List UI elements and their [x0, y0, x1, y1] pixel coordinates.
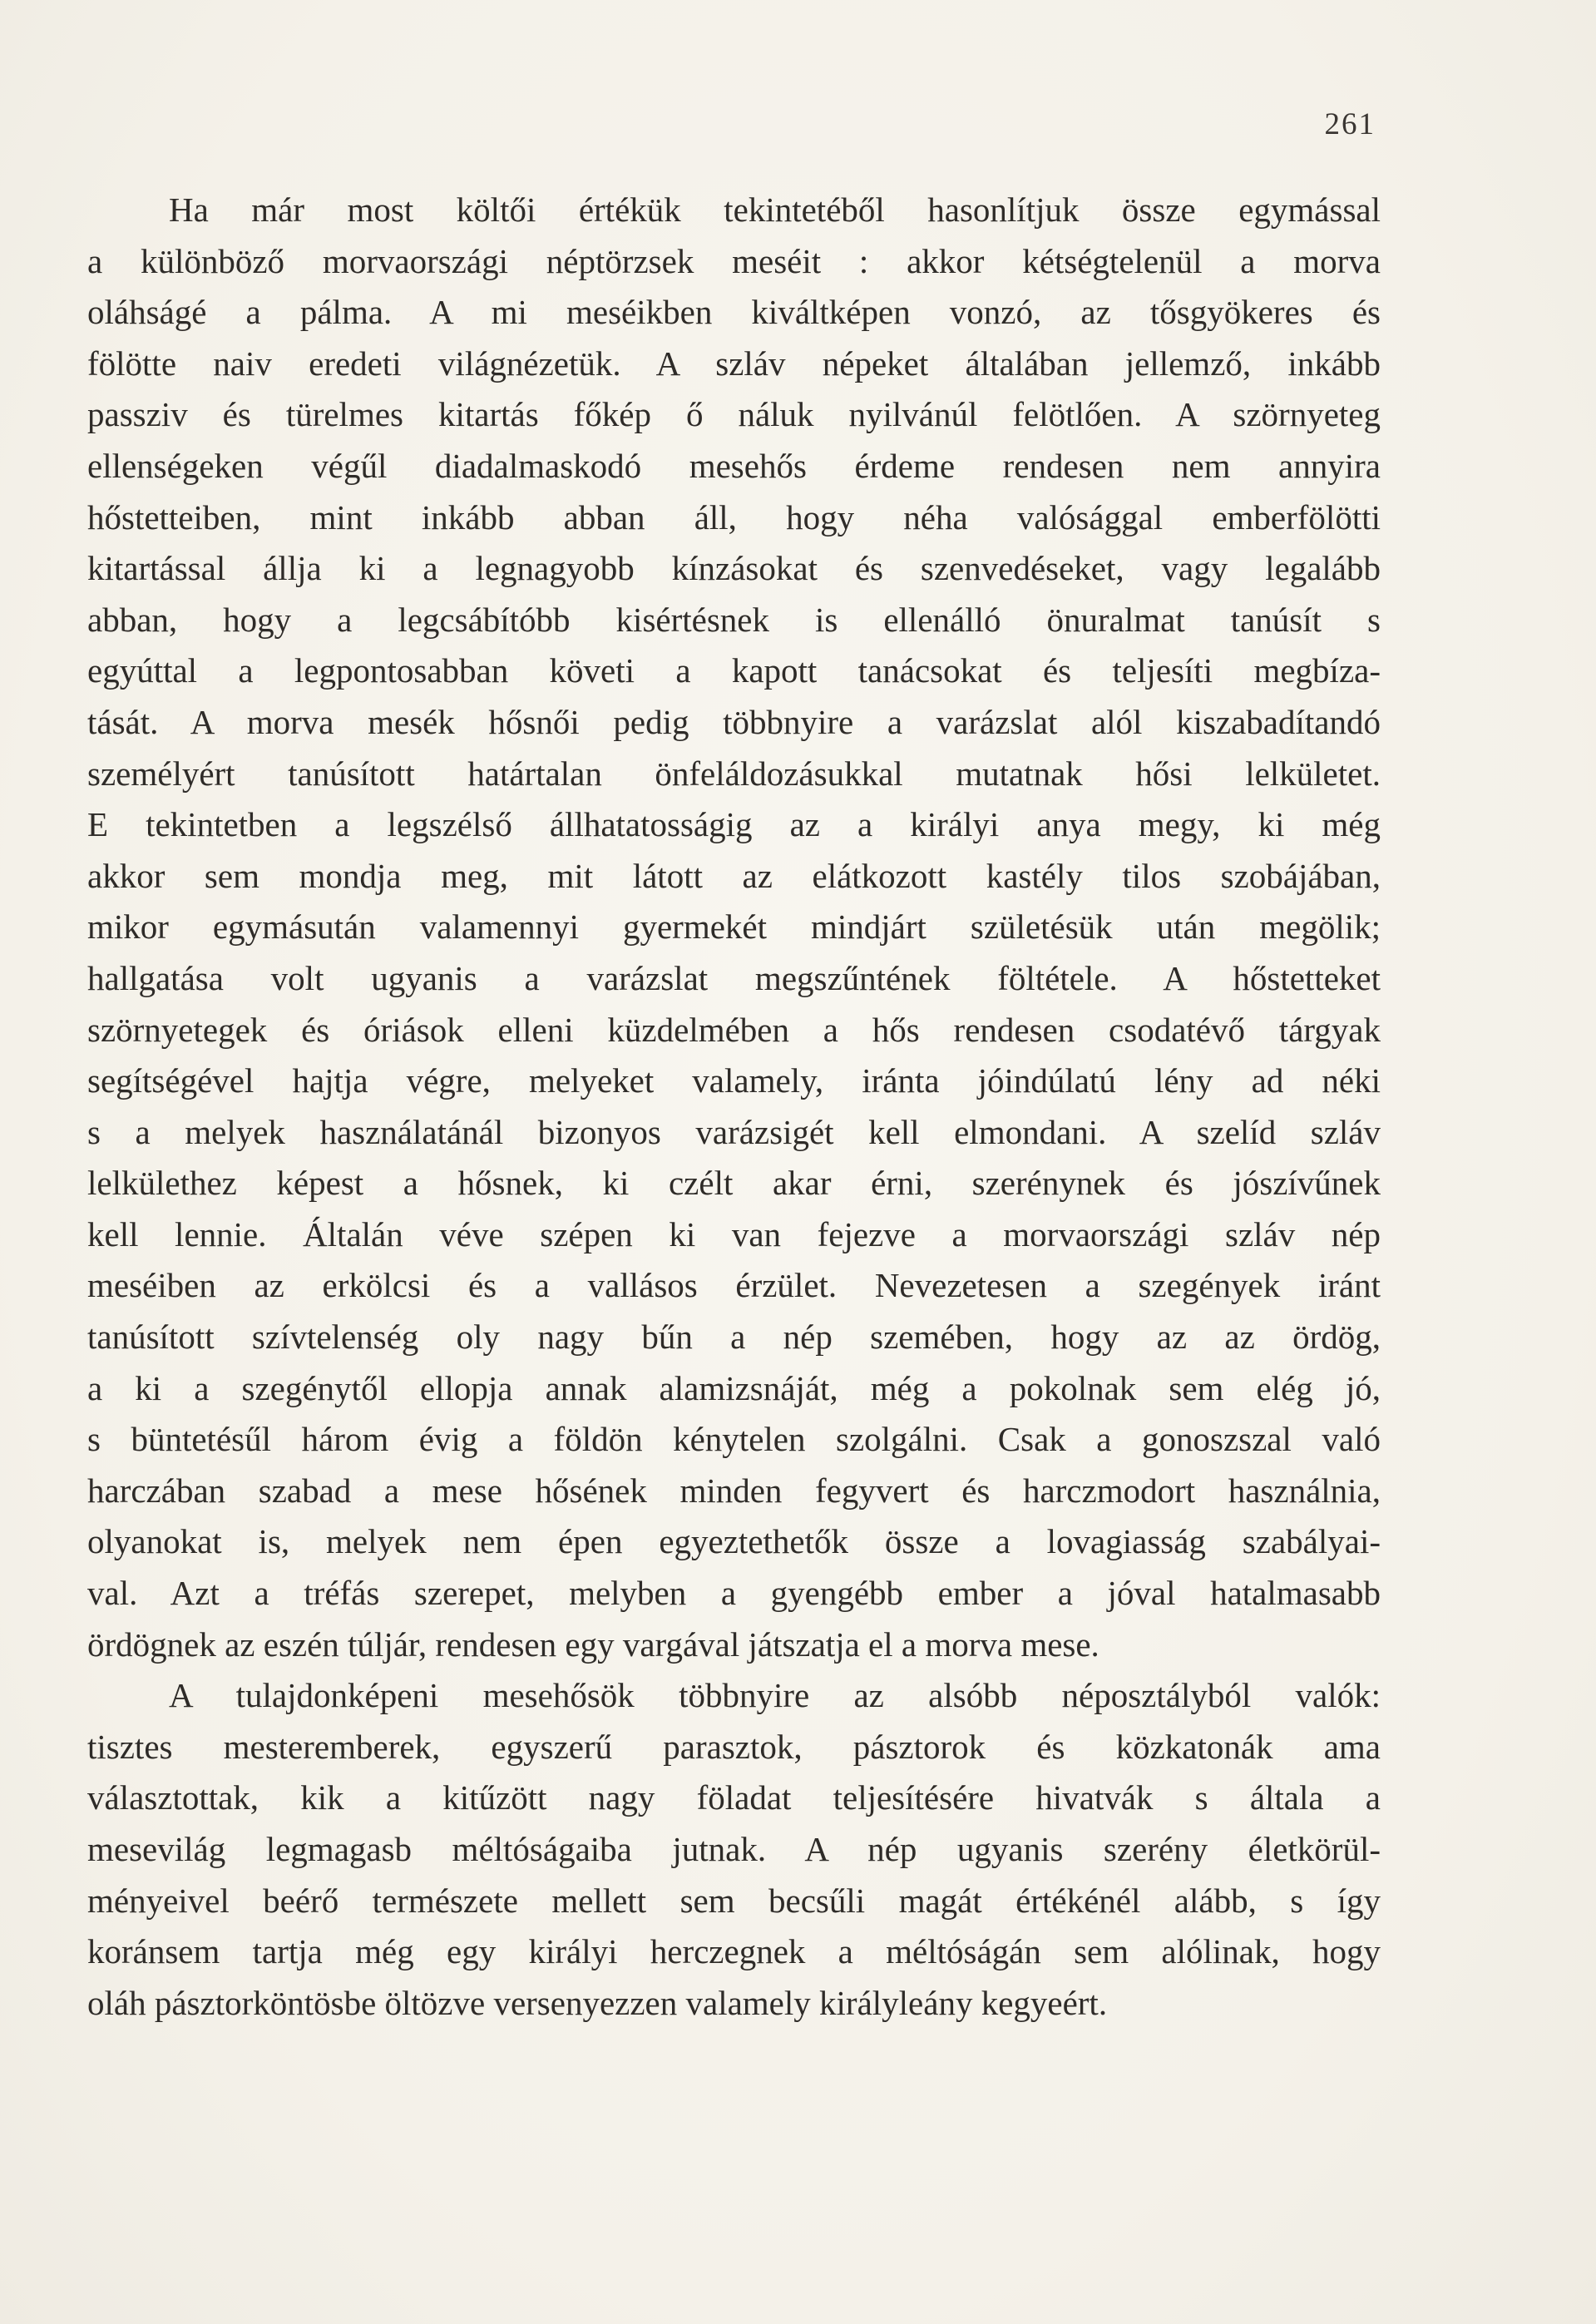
text-line: s a melyek használatánál bizonyos varázsigét kell elmondani. A szelíd szláv	[87, 1112, 1381, 1151]
text-line: olyanokat is, melyek nem épen egyeztethetők össze a lovagiasság szabályai-	[87, 1522, 1381, 1561]
text-line: lelkülethez képest a hősnek, ki czélt akar érni, szerénynek és jószívűnek	[87, 1164, 1381, 1203]
text-line: meséiben az erkölcsi és a vallásos érzület. Nevezetesen a szegények iránt	[87, 1266, 1381, 1305]
text-line: passziv és türelmes kitartás főkép ő náluk nyilvánúl felötlően. A szörnyeteg	[87, 395, 1381, 434]
text-line: oláh pásztorköntösbe öltözve versenyezzen valamely királyleány kegyeért.	[87, 1983, 1108, 2022]
text-line: választottak, kik a kitűzött nagy föladat teljesítésére hivatvák s általa a	[87, 1778, 1381, 1817]
text-line: a ki a szegénytől ellopja annak alamizsnáját, még a pokolnak sem elég jó,	[87, 1368, 1381, 1407]
text-line: Ha már most költői értékük tekintetéből hasonlítjuk össze egymással	[169, 190, 1381, 229]
text-line: ellenségeken végűl diadalmaskodó mesehős érdeme rendesen nem annyira	[87, 446, 1381, 485]
text-line: hallgatása volt ugyanis a varázslat megszűntének föltétele. A hőstetteket	[87, 958, 1381, 997]
text-line: tisztes mesteremberek, egyszerű parasztok, pásztorok és közkatonák ama	[87, 1727, 1381, 1766]
text-line: hőstetteiben, mint inkább abban áll, hogy néha valósággal emberfölötti	[87, 497, 1381, 536]
text-line: E tekintetben a legszélső állhatatosságig az a királyi anya megy, ki még	[87, 805, 1381, 844]
text-line: akkor sem mondja meg, mit látott az elátkozott kastély tilos szobájában,	[87, 856, 1381, 895]
body-text	[87, 185, 1381, 2029]
text-line: A tulajdonképeni mesehősök többnyire az alsóbb néposztályból valók:	[169, 1676, 1381, 1715]
text-line: mikor egymásután valamennyi gyermekét mindjárt születésük után megölik;	[87, 907, 1381, 947]
text-line: harczában szabad a mese hősének minden fegyvert és harczmodort használnia,	[87, 1471, 1381, 1510]
text-line: a különböző morvaországi néptörzsek meséit : akkor kétségtelenül a morva	[87, 241, 1381, 280]
text-line: segítségével hajtja végre, melyeket valamely, iránta jóindúlatú lény ad néki	[87, 1061, 1381, 1100]
text-line: mesevilág legmagasb méltóságaiba jutnak. A nép ugyanis szerény életkörül-	[87, 1830, 1381, 1868]
text-line: kell lennie. Általán véve szépen ki van fejezve a morvaországi szláv nép	[87, 1214, 1381, 1253]
text-line: tanúsított szívtelenség oly nagy bűn a nép szemében, hogy az az ördög,	[87, 1318, 1381, 1357]
text-line: fölötte naiv eredeti világnézetük. A szláv népeket általában jellemző, inkább	[87, 344, 1381, 383]
page-number: 261	[1324, 107, 1376, 141]
text-line: koránsem tartja még egy királyi herczegnek a méltóságán sem alólinak, hogy	[87, 1932, 1381, 1971]
text-line: ördögnek az eszén túljár, rendesen egy vargával játszatja el a morva mese.	[87, 1624, 1099, 1664]
text-line: kitartással állja ki a legnagyobb kínzásokat és szenvedéseket, vagy legalább	[87, 549, 1381, 588]
text-line: személyért tanúsított határtalan önfeláldozásukkal mutatnak hősi lelkületet.	[87, 754, 1381, 793]
text-line: tását. A morva mesék hősnői pedig többnyire a varázslat alól kiszabadítandó	[87, 702, 1381, 741]
text-line: egyúttal a legpontosabban követi a kapott tanácsokat és teljesíti megbíza-	[87, 651, 1381, 690]
text-line: oláhságé a pálma. A mi meséikben kiváltképen vonzó, az tősgyökeres és	[87, 293, 1381, 332]
text-line: szörnyetegek és óriások elleni küzdelmében a hős rendesen csodatévő tárgyak	[87, 1010, 1381, 1049]
text-line: val. Azt a tréfás szerepet, melyben a gyengébb ember a jóval hatalmasabb	[87, 1574, 1381, 1613]
text-line: s büntetésűl három évig a földön kénytelen szolgálni. Csak a gonoszszal való	[87, 1420, 1381, 1459]
text-line: abban, hogy a legcsábítóbb kisértésnek is ellenálló önuralmat tanúsít s	[87, 600, 1381, 639]
text-line: ményeivel beérő természete mellett sem becsűli magát értékénél alább, s így	[87, 1881, 1381, 1920]
